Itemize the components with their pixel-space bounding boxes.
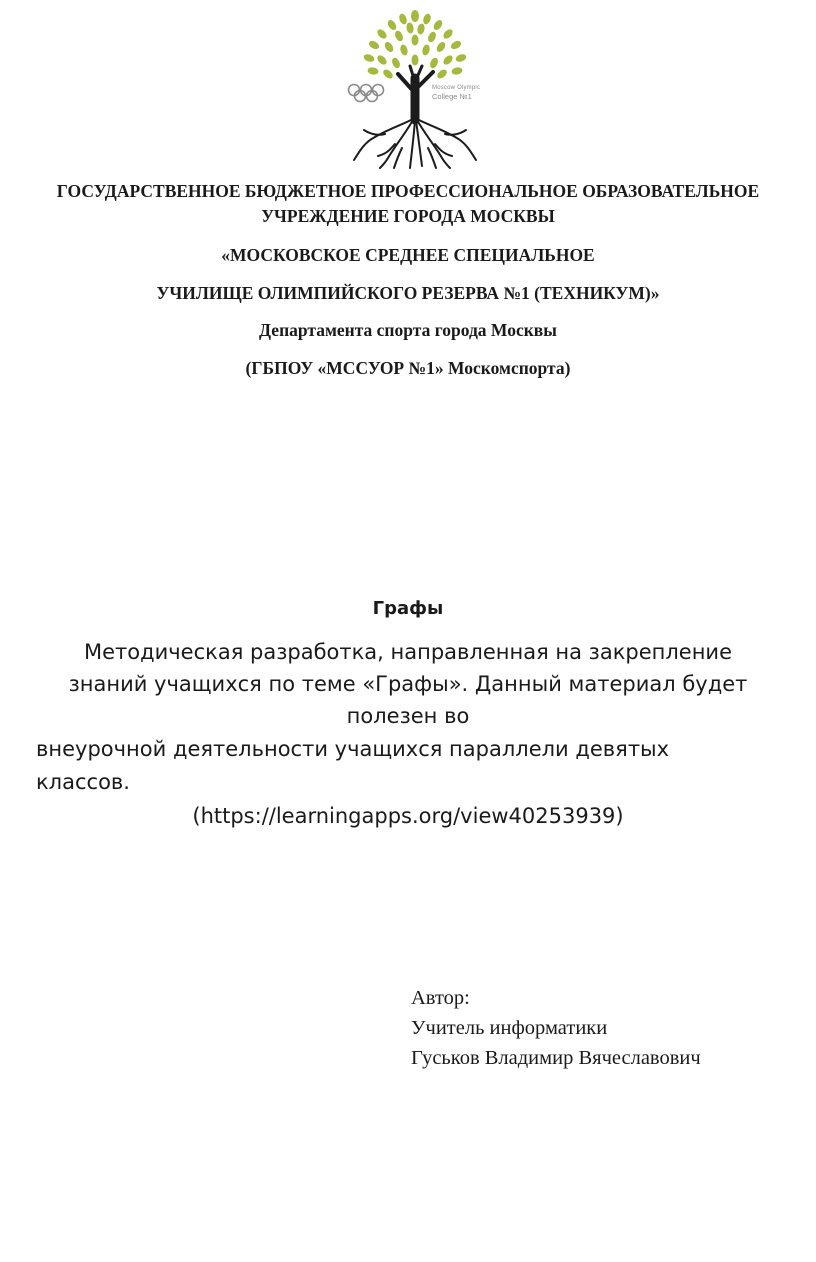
header-line-4: УЧИЛИЩЕ ОЛИМПИЙСКОГО РЕЗЕРВА №1 (ТЕХНИКУМ)»	[156, 283, 660, 303]
header-line-3: «МОСКОВСКОЕ СРЕДНЕЕ СПЕЦИАЛЬНОЕ	[221, 245, 595, 265]
logo-caption-line1: Moscow Olympic	[432, 85, 481, 91]
author-label: Автор:	[411, 987, 470, 1009]
description-line-3: полезен во	[346, 704, 470, 728]
description-line-5: классов.	[36, 770, 130, 794]
author-name: Гуськов Владимир Вячеславович	[411, 1047, 701, 1069]
tree-leaves	[363, 10, 468, 80]
tree-trunk	[398, 66, 433, 120]
header-line-2: УЧРЕЖДЕНИЕ ГОРОДА МОСКВЫ	[261, 206, 555, 226]
author-position: Учитель информатики	[411, 1017, 608, 1039]
learningapps-link: (https://learningapps.org/view40253939)	[192, 804, 624, 828]
college-logo	[340, 8, 490, 170]
tree-roots	[354, 118, 476, 168]
description-line-1: Методическая разработка, направленная на закрепление	[83, 640, 733, 664]
header-line-5: Департамента спорта города Москвы	[259, 320, 557, 340]
description-line-2: знаний учащихся по теме «Графы». Данный материал будет	[68, 672, 748, 696]
document-title: Графы	[372, 598, 444, 619]
logo-caption-line2: College №1	[432, 92, 472, 101]
header-line-6: (ГБПОУ «МССУОР №1» Москомспорта)	[245, 358, 571, 378]
olympic-rings-icon	[349, 85, 384, 102]
description-line-4: внеурочной деятельности учащихся параллели девятых	[36, 737, 670, 761]
header-line-1: ГОСУДАРСТВЕННОЕ БЮДЖЕТНОЕ ПРОФЕССИОНАЛЬНОЕ ОБРАЗОВАТЕЛЬНОЕ	[56, 181, 760, 201]
